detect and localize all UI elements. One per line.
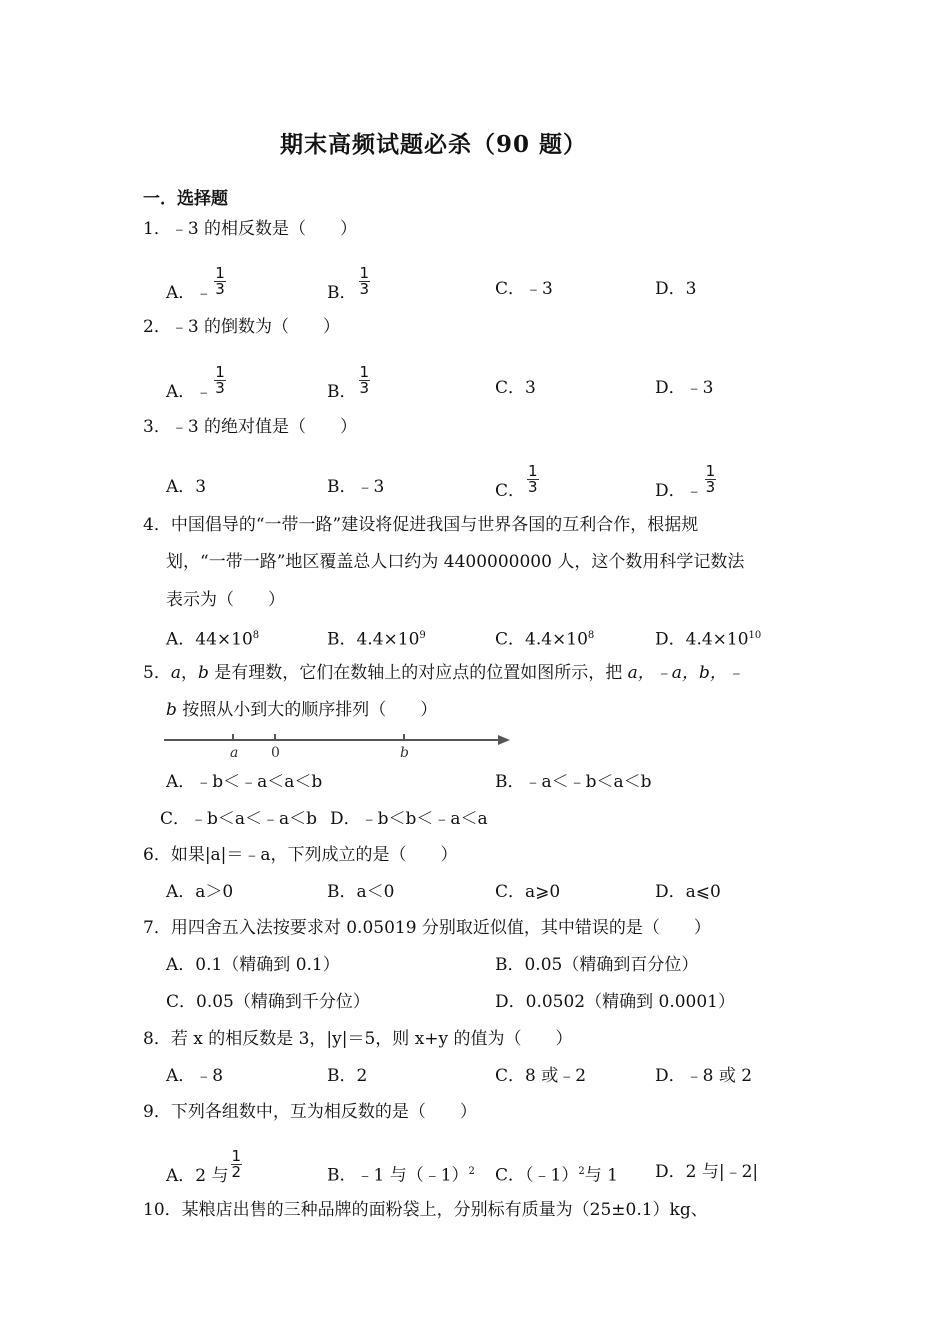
q5-option-a[interactable]: A．﹣b＜﹣a＜a＜b — [166, 772, 323, 792]
q7-option-a[interactable]: A．0.1（精确到 0.1） — [166, 955, 340, 975]
q6-option-d[interactable]: D．a⩽0 — [655, 882, 721, 902]
question-5-line-1: 5．a，b 是有理数，它们在数轴上的对应点的位置如图所示，把 a，﹣a，b，﹣ — [143, 663, 744, 683]
q9-option-c[interactable]: C．（﹣1）$^2$与 1 — [495, 1165, 618, 1186]
number-line — [164, 728, 514, 760]
q5-option-c[interactable]: C．﹣b＜a＜﹣a＜b — [160, 809, 318, 829]
q3-option-a[interactable]: A．3 — [166, 477, 207, 497]
q6-option-c[interactable]: C．a⩾0 — [495, 882, 561, 902]
q5-option-d[interactable]: D．﹣b＜b＜﹣a＜a — [330, 809, 488, 829]
question-7-stem: 7．用四舍五入法按要求对 0.05019 分别取近似值，其中错误的是（ ） — [143, 918, 711, 938]
q1-option-d[interactable]: D．3 — [655, 279, 697, 299]
q5-option-b[interactable]: B．﹣a＜﹣b＜a＜b — [495, 772, 652, 792]
question-4-line-3: 表示为（ ） — [166, 590, 285, 610]
fraction: $\frac{1}{3}$ — [705, 462, 716, 496]
question-8-stem: 8．若 x 的相反数是 3，|y|＝5，则 x+y 的值为（ ） — [143, 1029, 573, 1049]
q1-option-b[interactable]: B． $\frac{1}{3}$ — [327, 264, 370, 303]
fraction: $\frac{1}{3}$ — [215, 363, 225, 397]
q4-option-b[interactable]: B．$4.4\times 10^9$ — [327, 629, 426, 650]
label-a: a — [230, 745, 239, 760]
q1-option-c[interactable]: C．﹣3 — [495, 279, 553, 299]
q9-option-b[interactable]: B．﹣1 与（﹣1）$^2$ — [327, 1165, 475, 1186]
q1-option-a[interactable]: A．﹣ $\frac{1}{3}$ — [166, 264, 225, 303]
q8-option-a[interactable]: A．﹣8 — [166, 1066, 224, 1086]
question-10-stem: 10．某粮店出售的三种品牌的面粉袋上，分别标有质量为（25±0.1）kg、 — [143, 1200, 708, 1220]
label-b: b — [400, 745, 409, 760]
q7-option-d[interactable]: D．0.0502（精确到 0.0001） — [495, 992, 736, 1012]
q2-option-a[interactable]: A．﹣ $\frac{1}{3}$ — [166, 363, 225, 402]
q2-option-d[interactable]: D．﹣3 — [655, 378, 714, 398]
q7-option-b[interactable]: B．0.05（精确到百分位） — [495, 955, 699, 975]
page-title: 期末高频试题必杀（90 题） — [280, 131, 588, 158]
fraction: $\frac{1}{3}$ — [359, 264, 370, 298]
arrow-icon — [498, 735, 510, 745]
q6-option-b[interactable]: B．a＜0 — [327, 882, 395, 902]
q4-option-c[interactable]: C．$4.4\times 10^8$ — [495, 629, 595, 650]
question-9-stem: 9．下列各组数中，互为相反数的是（ ） — [143, 1102, 477, 1122]
q8-option-c[interactable]: C．8 或﹣2 — [495, 1066, 587, 1086]
question-1-stem: 1．﹣3 的相反数是（ ） — [143, 219, 358, 239]
q3-option-d[interactable]: D．﹣ $\frac{1}{3}$ — [655, 462, 716, 501]
fraction: $\frac{1}{2}$ — [231, 1147, 242, 1181]
fraction: $\frac{1}{3}$ — [528, 462, 538, 496]
question-5-line-2: b 按照从小到大的顺序排列（ ） — [166, 700, 438, 720]
q6-option-a[interactable]: A．a＞0 — [166, 882, 234, 902]
fraction: $\frac{1}{3}$ — [359, 363, 370, 397]
q4-option-a[interactable]: A．$44\times 10^8$ — [166, 629, 260, 650]
q2-option-b[interactable]: B． $\frac{1}{3}$ — [327, 363, 370, 402]
q9-option-a[interactable]: A．2 与 $\frac{1}{2}$ — [166, 1147, 242, 1186]
question-4-line-2: 划，“一带一路”地区覆盖总人口约为 4400000000 人，这个数用科学记数法 — [166, 552, 745, 572]
q9-option-d[interactable]: D．2 与|﹣2| — [655, 1162, 759, 1182]
question-4-line-1: 4．中国倡导的“一带一路”建设将促进我国与世界各国的互利合作，根据规 — [143, 515, 699, 535]
q8-option-d[interactable]: D．﹣8 或 2 — [655, 1066, 753, 1086]
q4-option-d[interactable]: D．$4.4\times 10^{10}$ — [655, 629, 762, 650]
q7-option-c[interactable]: C．0.05（精确到千分位） — [166, 992, 370, 1012]
fraction: $\frac{1}{3}$ — [215, 264, 225, 298]
q2-option-c[interactable]: C．3 — [495, 378, 536, 398]
q8-option-b[interactable]: B．2 — [327, 1066, 368, 1086]
question-6-stem: 6．如果|a|＝﹣a，下列成立的是（ ） — [143, 845, 458, 865]
question-3-stem: 3．﹣3 的绝对值是（ ） — [143, 417, 358, 437]
question-2-stem: 2．﹣3 的倒数为（ ） — [143, 317, 341, 337]
section-heading: 一．选择题 — [143, 189, 228, 209]
q3-option-b[interactable]: B．﹣3 — [327, 477, 385, 497]
label-zero: 0 — [271, 745, 280, 760]
q3-option-c[interactable]: C． $\frac{1}{3}$ — [495, 462, 538, 501]
